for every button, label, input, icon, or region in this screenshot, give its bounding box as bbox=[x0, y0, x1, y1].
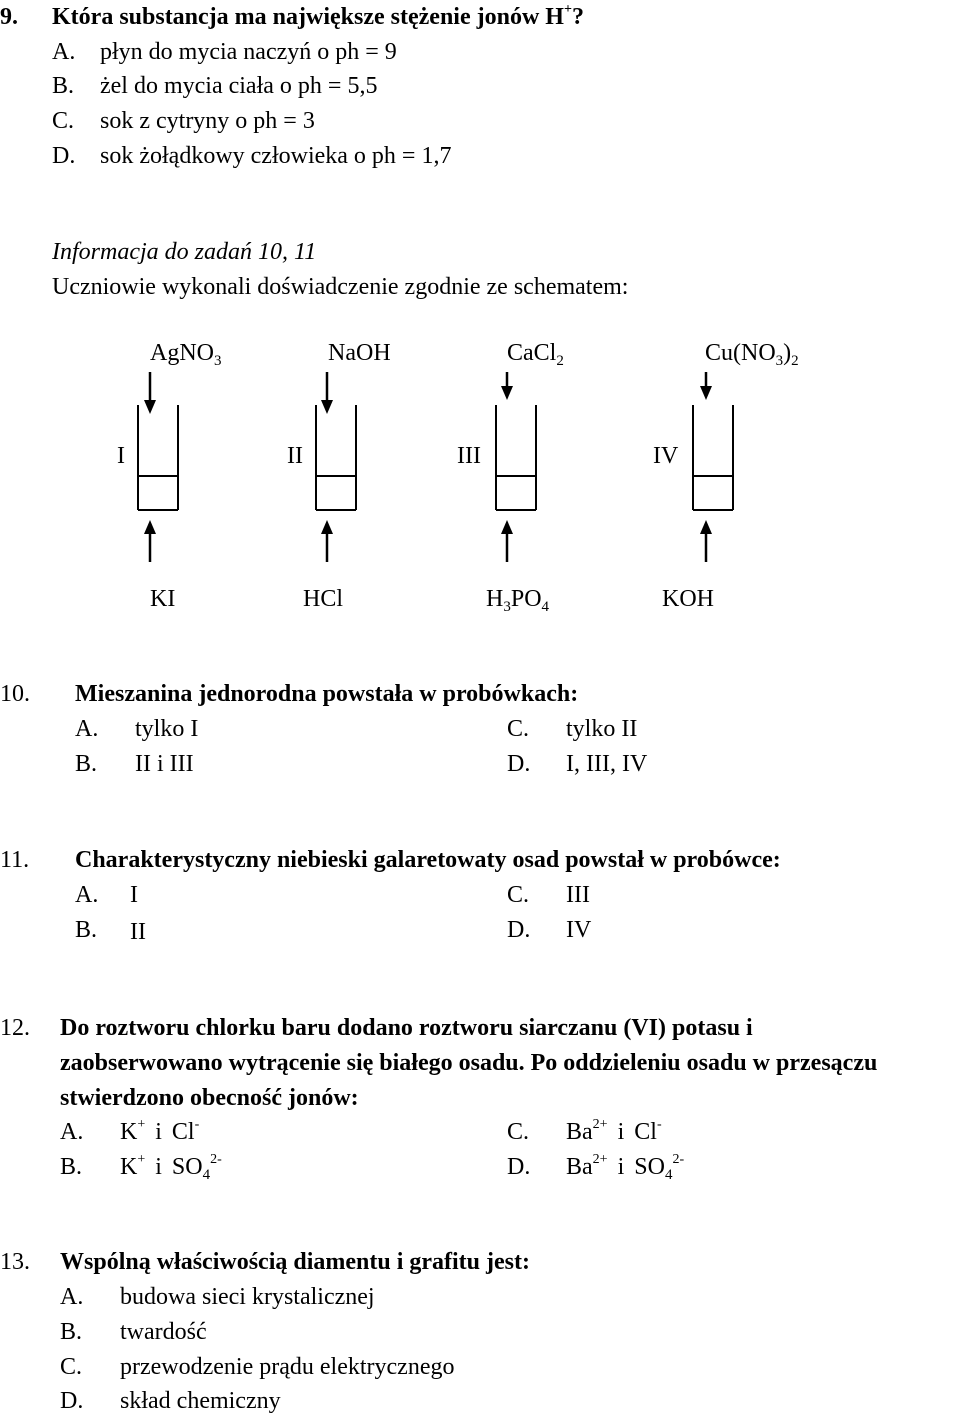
reagent-formula: KOH bbox=[662, 586, 714, 612]
q10-option-text: I, III, IV bbox=[566, 751, 648, 777]
test-tube-4 bbox=[693, 405, 733, 510]
q10-option-text: tylko I bbox=[135, 716, 199, 742]
q13-question: Wspólną właściwością diamentu i grafitu jest: bbox=[60, 1249, 530, 1275]
arrow-top-1 bbox=[144, 372, 156, 414]
reagent-formula: PO bbox=[510, 586, 542, 612]
ion: K bbox=[120, 1154, 138, 1180]
ion-charge: - bbox=[194, 1117, 200, 1132]
q12-question-line: stwierdzono obecność jonów: bbox=[60, 1085, 359, 1111]
q11-option-letter: D. bbox=[507, 917, 531, 943]
ion-charge: + bbox=[137, 1117, 146, 1132]
ion: SO bbox=[171, 1154, 203, 1180]
q13-number: 13. bbox=[0, 1249, 30, 1275]
q11-option-letter: C. bbox=[507, 882, 530, 908]
tube-label-2: II bbox=[287, 443, 303, 469]
arrow-bottom-4 bbox=[700, 520, 712, 562]
q11-question: Charakterystyczny niebieski galaretowaty osad powstał w probówce: bbox=[75, 847, 781, 873]
ion-charge: 2- bbox=[672, 1152, 685, 1167]
q10-option-text: tylko II bbox=[566, 716, 638, 742]
q13-option-text: skład chemiczny bbox=[120, 1388, 281, 1414]
q12-option-letter: A. bbox=[60, 1119, 84, 1145]
conjunction: i bbox=[617, 1119, 625, 1145]
reagent-subscript: 2 bbox=[791, 353, 799, 369]
ion: Cl bbox=[171, 1119, 195, 1145]
q11-option-text: III bbox=[566, 882, 590, 908]
q11-number: 11. bbox=[0, 847, 30, 873]
q9-option-letter: B. bbox=[52, 73, 75, 99]
reagent-bottom-hcl bbox=[303, 587, 343, 611]
q9-option-letter: D. bbox=[52, 143, 76, 169]
tube-label-1: I bbox=[117, 443, 125, 469]
info-intro: Uczniowie wykonali doświadczenie zgodnie ze schematem: bbox=[52, 274, 629, 300]
q12-option-letter: C. bbox=[507, 1119, 530, 1145]
reagent-subscript: 3 bbox=[503, 599, 511, 615]
ion: K bbox=[120, 1119, 138, 1145]
q11-option-text: IV bbox=[566, 917, 592, 943]
reagent-subscript: 3 bbox=[214, 353, 222, 369]
ion-charge: 2+ bbox=[592, 1117, 608, 1132]
q13-option-letter: B. bbox=[60, 1319, 83, 1345]
reagent-subscript: 4 bbox=[541, 599, 550, 615]
q12-option-ions bbox=[120, 1117, 200, 1145]
conjunction: i bbox=[155, 1154, 162, 1180]
ion-charge: + bbox=[137, 1152, 146, 1167]
q12-option-ions bbox=[120, 1152, 222, 1183]
info-heading: Informacja do zadań 10, 11 bbox=[52, 239, 317, 265]
q12-option-ions bbox=[566, 1117, 662, 1145]
q9-option-text: sok z cytryny o ph = 3 bbox=[100, 108, 315, 134]
q12-question-line: zaobserwowano wytrącenie się białego osadu. Po oddzieleniu osadu w przesączu bbox=[60, 1050, 878, 1076]
reagent-formula: AgNO bbox=[150, 340, 214, 366]
q9-question-text: Która substancja ma największe stężenie jonów H bbox=[52, 4, 564, 30]
q12-question-line: Do roztworu chlorku baru dodano roztworu siarczanu (VI) potasu i bbox=[60, 1015, 753, 1041]
test-tube-3 bbox=[496, 405, 536, 510]
reagent-bottom-ki bbox=[150, 587, 175, 611]
conjunction: i bbox=[155, 1119, 162, 1145]
q10-option-letter: C. bbox=[507, 716, 530, 742]
q9-option-letter: C. bbox=[52, 108, 75, 134]
q13-option-letter: A. bbox=[60, 1284, 84, 1310]
arrow-top-3 bbox=[501, 372, 513, 400]
test-tube-1 bbox=[138, 405, 178, 510]
reagent-formula: HCl bbox=[303, 586, 344, 612]
q11-option-text: II bbox=[130, 919, 146, 945]
q13-option-letter: C. bbox=[60, 1354, 83, 1380]
ion-subscript: 4 bbox=[664, 1167, 673, 1183]
q9-number: 9. bbox=[0, 4, 18, 30]
ion: Cl bbox=[634, 1119, 657, 1145]
q13-option-text: twardość bbox=[120, 1319, 207, 1345]
q10-option-text: II i III bbox=[135, 751, 194, 777]
q10-number: 10. bbox=[0, 681, 30, 707]
reagent-subscript: 2 bbox=[556, 353, 564, 369]
arrow-bottom-2 bbox=[321, 520, 333, 562]
reagent-bottom-h3po4 bbox=[486, 586, 550, 615]
reagent-subscript: 3 bbox=[775, 353, 784, 369]
q13-option-letter: D. bbox=[60, 1388, 84, 1414]
q12-option-ions bbox=[566, 1152, 685, 1183]
q9-option-text: sok żołądkowy człowieka o ph = 1,7 bbox=[100, 143, 452, 169]
q11-option-letter: A. bbox=[75, 882, 99, 908]
reagent-formula: NaOH bbox=[328, 340, 391, 366]
arrow-bottom-3 bbox=[501, 520, 513, 562]
q13-option-text: przewodzenie prądu elektrycznego bbox=[120, 1354, 455, 1380]
q10-option-letter: B. bbox=[75, 751, 98, 777]
arrow-bottom-1 bbox=[144, 520, 156, 562]
test-tube-2 bbox=[316, 405, 356, 510]
tube-label-3: III bbox=[457, 443, 481, 469]
q9-question-end: ? bbox=[571, 4, 584, 30]
ion-charge: 2+ bbox=[592, 1152, 608, 1167]
q10-question: Mieszanina jednorodna powstała w probówkach: bbox=[75, 681, 579, 707]
ion: Ba bbox=[566, 1119, 593, 1145]
q12-option-letter: D. bbox=[507, 1154, 531, 1180]
ion-subscript: 4 bbox=[202, 1167, 211, 1183]
reagent-formula-tail: ) bbox=[783, 340, 792, 366]
ion-charge: 2- bbox=[210, 1152, 222, 1167]
reagent-bottom-koh bbox=[662, 587, 714, 611]
q10-option-letter: A. bbox=[75, 716, 99, 742]
q9-option-text: płyn do mycia naczyń o ph = 9 bbox=[100, 39, 397, 65]
ion-charge: - bbox=[656, 1117, 662, 1132]
ion: SO bbox=[634, 1154, 665, 1180]
q9-option-text: żel do mycia ciała o ph = 5,5 bbox=[100, 73, 378, 99]
reagent-formula: CaCl bbox=[507, 340, 557, 366]
q13-option-text: budowa sieci krystalicznej bbox=[120, 1284, 375, 1310]
tube-label-4: IV bbox=[653, 443, 679, 469]
q9-question-sup: + bbox=[563, 2, 572, 17]
q11-option-text: I bbox=[130, 882, 138, 908]
arrow-top-4 bbox=[700, 372, 712, 400]
q12-option-letter: B. bbox=[60, 1154, 83, 1180]
conjunction: i bbox=[617, 1154, 625, 1180]
reagent-formula: H bbox=[486, 586, 504, 612]
q12-number: 12. bbox=[0, 1015, 30, 1041]
reagent-formula: Cu(NO bbox=[705, 340, 776, 366]
q10-option-letter: D. bbox=[507, 751, 531, 777]
q9-option-letter: A. bbox=[52, 39, 76, 65]
reagent-formula: KI bbox=[150, 586, 176, 612]
q11-option-letter: B. bbox=[75, 917, 98, 943]
arrow-top-2 bbox=[321, 372, 333, 414]
ion: Ba bbox=[566, 1154, 593, 1180]
